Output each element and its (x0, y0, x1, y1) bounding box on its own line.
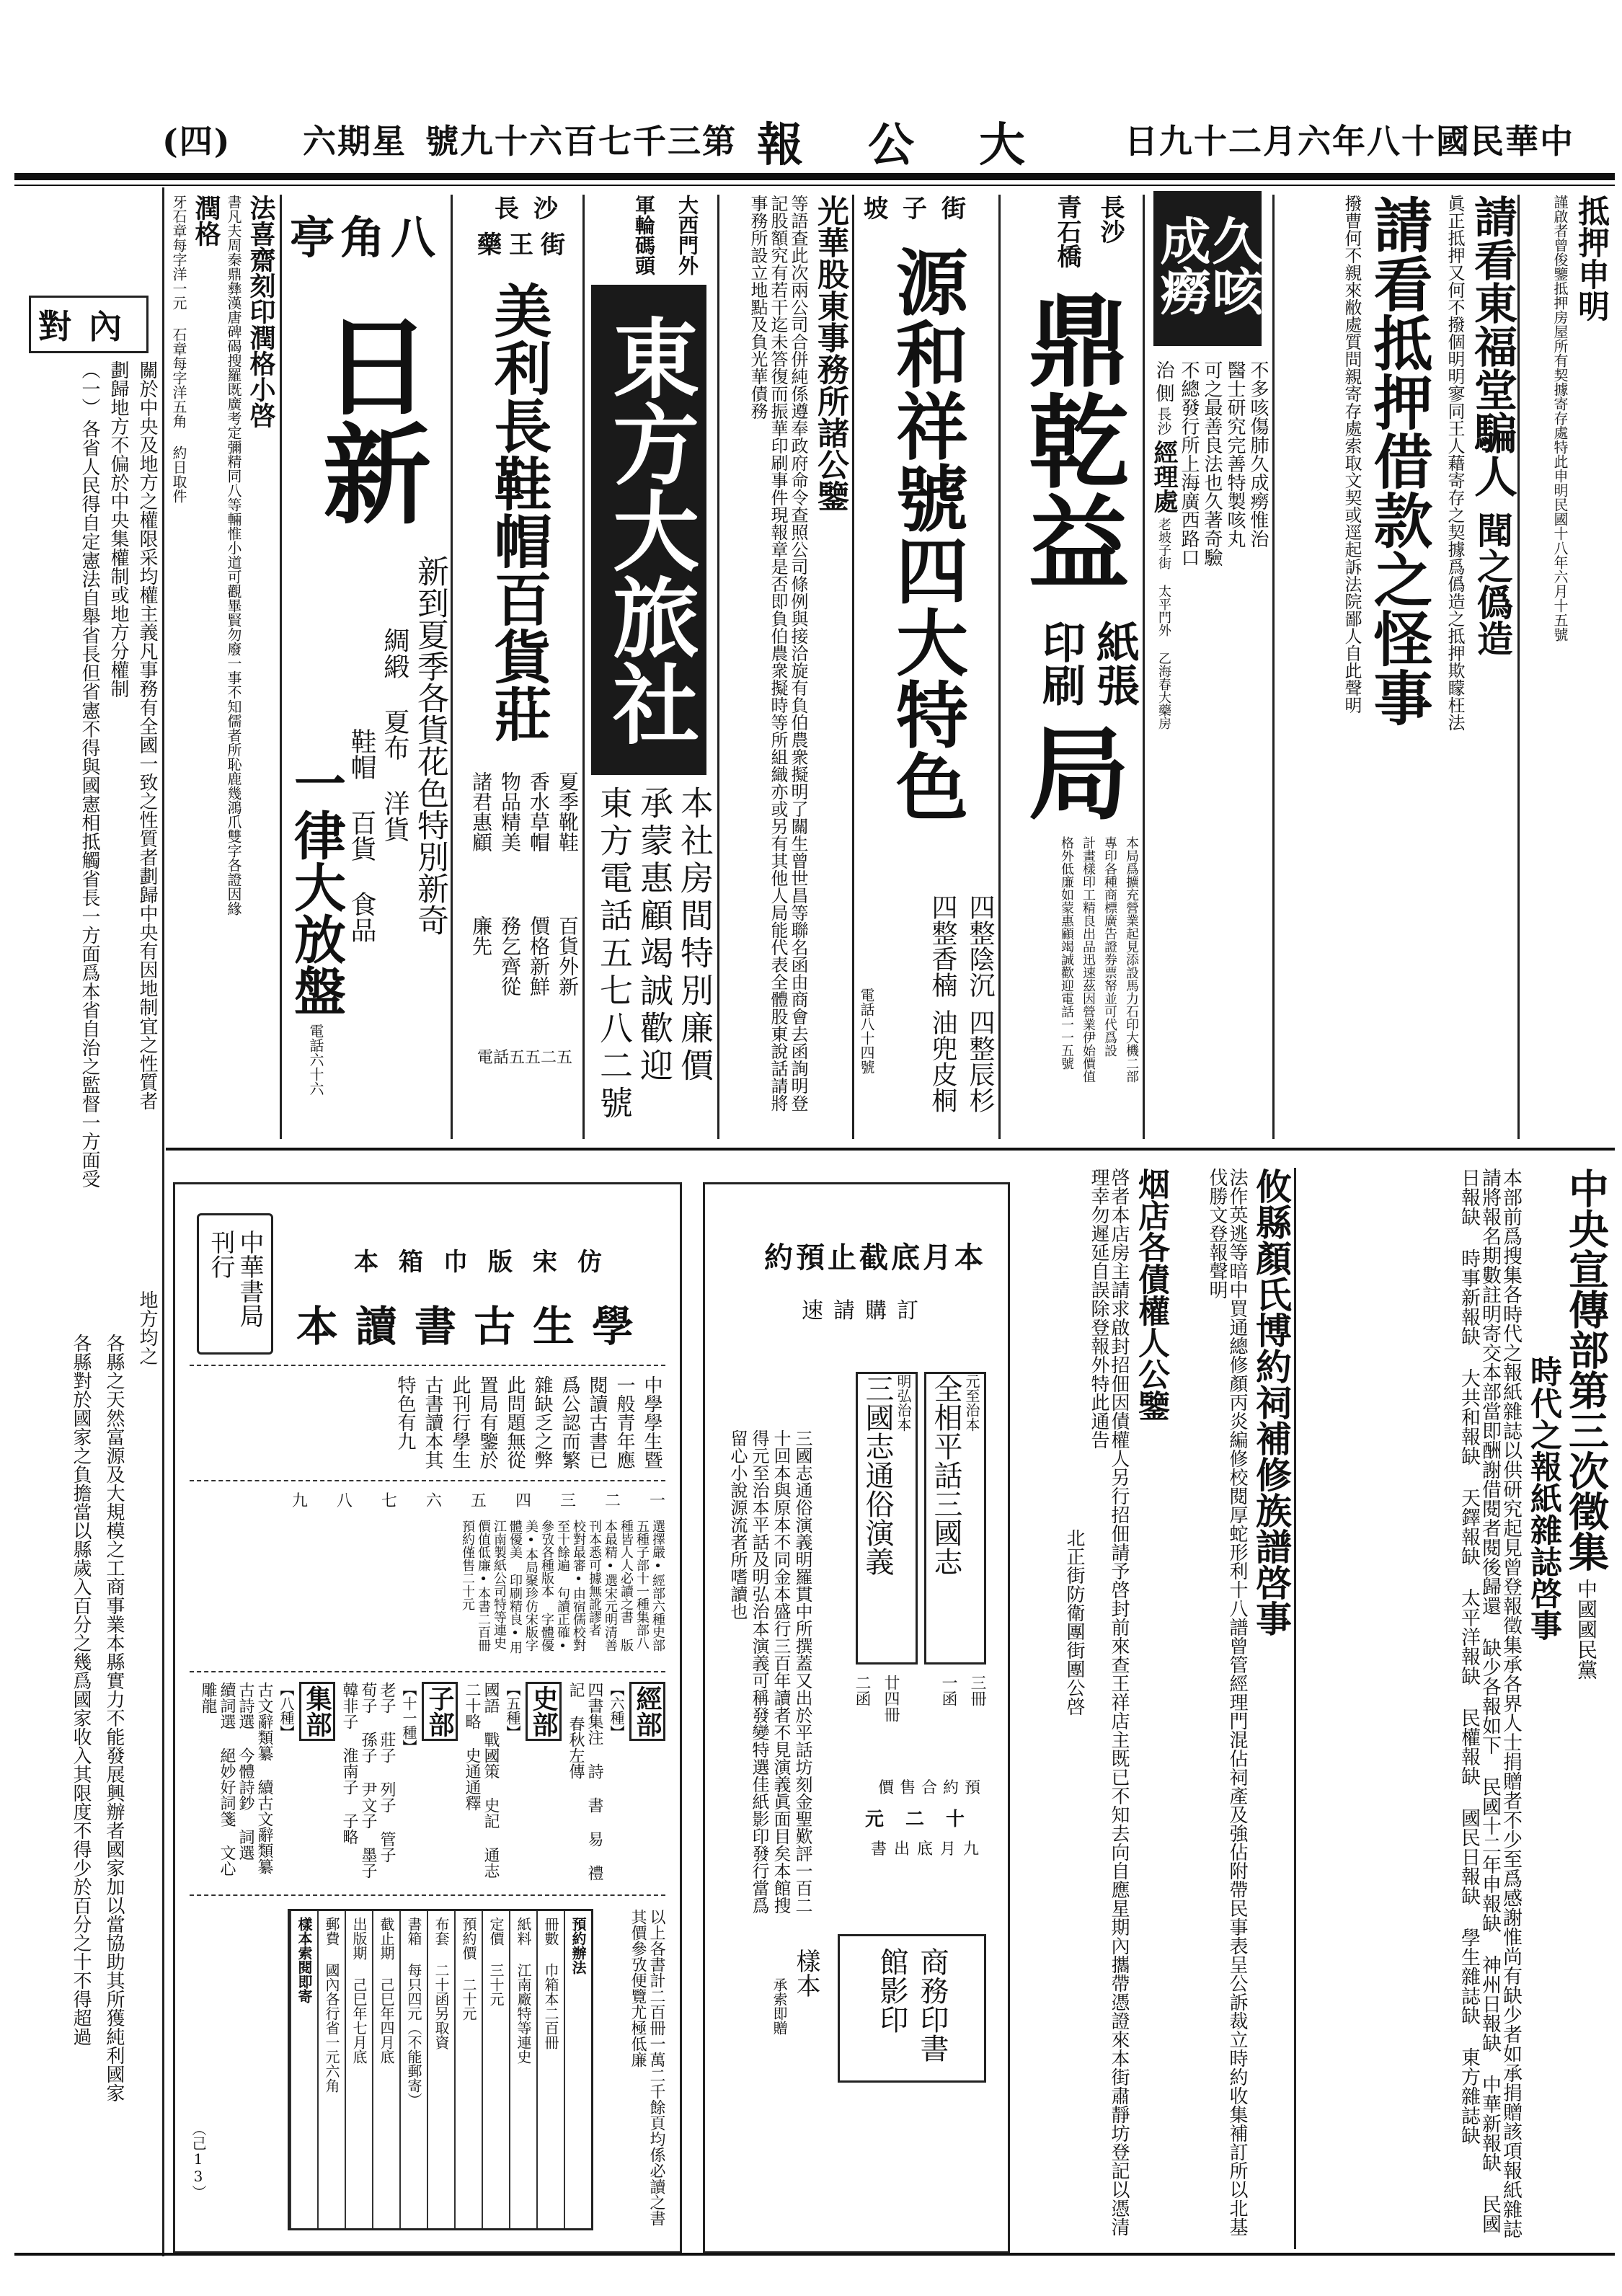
location: 坡子街 (864, 195, 980, 223)
table-key: 冊數 (542, 1917, 559, 1946)
volumes: 一函 (939, 1675, 957, 1706)
divider (1272, 195, 1275, 1139)
ad-title: 請看東福堂騙人 (1467, 195, 1517, 497)
location: 八角亭 (289, 211, 441, 264)
ad-tobacco-shop (1024, 1168, 1168, 2249)
table-value: 二十函另取資 (433, 1963, 450, 2049)
ad-line: 務乞齊從 (498, 916, 522, 996)
divider (582, 195, 585, 1139)
volumes: 廿四冊 (882, 1675, 900, 1722)
ad-guanghua (721, 195, 847, 1125)
divider (998, 195, 1001, 1139)
ad-subheadline: 訂購請速 (802, 1298, 929, 1324)
table-value: 巾箱本二百冊 (542, 1963, 559, 2049)
ad-dongfutang (1435, 195, 1515, 1132)
feature-number: 一 (649, 1492, 665, 1510)
header-rule (14, 173, 1615, 180)
ad-yan-clan (1171, 1168, 1293, 2249)
feature-number: 九 (291, 1492, 308, 1510)
ad-faxizhai (167, 195, 275, 1132)
section-name: 子部 (422, 1682, 458, 1741)
ad-title: 光華股東事務所諸公鑒 (812, 195, 848, 512)
item: 油兜皮桐 (928, 1009, 957, 1113)
ad-org: 中國國民黨 (1574, 1579, 1598, 1680)
table-value: 江南廠特等連史 (515, 1963, 532, 2064)
divider (451, 195, 453, 1139)
ad-title-2: 時代之報紙雜誌啓事 (1525, 1355, 1561, 1641)
price: 十二元 (864, 1809, 986, 1830)
margin-line: 各縣對於國家之負擔當以縣歲入百分之幾爲國家收入其限度不得少於百分之十不得超過 (70, 1334, 92, 2046)
sample-note: 承索即贈 (771, 1977, 788, 2035)
phone: 電話五五二五 (477, 1049, 572, 1067)
edition-title: 全相平話三國志 (929, 1374, 962, 1576)
margin-heading: 對內 (29, 296, 149, 353)
ad-title: 請看抵押借款之怪事 (1364, 195, 1433, 727)
divider (1143, 195, 1145, 1139)
section-name: 經部 (629, 1682, 665, 1741)
feature-number: 六 (425, 1492, 442, 1510)
ad-yuanhexiang (858, 195, 995, 1132)
ad-body: 書凡夫周秦鼎彝漢唐碑碣搜羅既廣考定彌精同八等輛惟小道可觀畢賢勿廢一事不知儒者所恥鹿幾鴻爪雙字各證因緣 (225, 195, 242, 916)
shop-name: 鼎乾益 (1011, 288, 1130, 591)
section-count: 【八種】 (278, 1682, 295, 1739)
ad-line: 承蒙惠顧竭誠歡迎 (635, 786, 674, 1086)
agent-name: 經理處 (1149, 440, 1178, 513)
ad-line: 計畫樣印工精良出品迅速茲因營業伊始價值 (1081, 836, 1096, 1083)
price-list: 牙石章每字洋一元 石章每字洋五角 約日取件 (170, 195, 187, 503)
dash-rule (190, 1894, 665, 1896)
goods: 鞋帽 百貨 食品 (347, 728, 376, 943)
edition-note: 明弘治本 (895, 1374, 912, 1432)
edition-title: 三國志通俗演義 (861, 1374, 894, 1576)
publisher: 中華書局刊行 (206, 1230, 264, 1328)
section-items: 古文辭類纂 續古文辭類纂 古詩選 今體詩鈔 詞選 續詞選 絕妙好詞箋 文心雕龍 (199, 1682, 273, 1876)
feature-number: 七 (381, 1492, 397, 1510)
ad-line: 價格新鮮 (527, 916, 551, 996)
ad-sanguo (703, 1182, 1010, 2253)
ad-cough (1146, 360, 1269, 1132)
shop-name: 美利長鞋帽百貨莊 (484, 281, 552, 743)
ad-propaganda-dept (1298, 1168, 1608, 2249)
table-key: 出版期 (350, 1917, 368, 1960)
shop-sub: 印刷 (1035, 620, 1086, 706)
ad-line: 治 (1153, 360, 1174, 379)
feature-number: 四 (515, 1492, 531, 1510)
edition-box (924, 1372, 986, 1665)
newspaper-title: 大公報 (757, 118, 1090, 172)
ad-title: 抵押申明 (1572, 195, 1609, 322)
table-key: 預約價 (460, 1917, 477, 1960)
ad-line: 專印各種商標廣告證券票帑並可代爲設 (1102, 836, 1117, 1057)
dash-rule (190, 1671, 665, 1672)
bottom-rule (14, 2253, 1615, 2256)
ad-dongfang-hotel (588, 195, 714, 1132)
divider (162, 187, 164, 2256)
ad-line: 本局爲擴充營業起見添設馬力石印大機二部 (1124, 836, 1139, 1083)
shop-name: 源和祥號四大特色 (884, 245, 969, 822)
publisher-box (197, 1213, 273, 1355)
divider (852, 195, 854, 1139)
ad-body: 三國志通俗演義明羅貫中所撰蓋又出於平話坊刻金聖歎評一百二十回本與原本不同金本盛行三百年讀者不見演義眞面目矣本館搜得元至治本平話及明弘治本演義可稱發變特選佳紙影印發行當爲留心小說源流者所嗜讀也 (727, 1430, 812, 1914)
header-rule-thin (14, 185, 1615, 186)
feature-number: 八 (336, 1492, 353, 1510)
phone: 電話六十六 (307, 1024, 324, 1096)
section-items: 國語 戰國策 史記 通志二十略 史通通釋 (463, 1682, 500, 1879)
table-value: 己巳年七月底 (350, 1977, 368, 2064)
ad-line: 不多咳傷肺久成癆惟治 (1247, 360, 1269, 548)
section-name: 史部 (526, 1682, 562, 1741)
ad-line: 格外低廉如蒙惠顧竭誠歡迎電話一一五號 (1059, 836, 1074, 1070)
feature-number: 二 (604, 1492, 621, 1510)
ad-headline: 本月底截止預約 (764, 1241, 986, 1275)
feature-list: 選擇嚴•經部六種史部五種子部十一種集部八種皆人人必讀之書 版本最精•選宋元明清善刊本悉可據無訛謬者 校對最審•由宿儒校對至十餘遍 句讀正確•參攷各種版本 字體優美•本局聚珍仿宋版字體優美 印刷精良•用江南製紙公司特等連史 價值低廉•本書二百冊預約僅售二十元 (460, 1520, 665, 1654)
ad-body: 等語查此次兩公司合併純係遵奉政府命令查照公司條例與接洽旋有負伯農衆擬明了關生曾世昌等聯名函由商會去函詢明登記股額究有若干迄未答復而振華印刷事件現報章是否即負伯農衆擬時等所組織亦或另有其他人局能代表全體股東說話請將事務所設立地點及負光華債務 (748, 195, 808, 1112)
table-title: 預約辦法 (564, 1911, 591, 2228)
ad-body: 啓者本店房主請求啟封招佃因債權人另行招佃請予啓封前來查王祥店主既已不知去向自應星期內攜帶憑證來本街肅靜坊登記以憑清理幸勿遲延自誤除登報外特此通告 (1088, 1168, 1130, 2236)
table-value: 二十元 (460, 1977, 477, 2021)
ad-subtitle: 仿宋版巾箱本 (354, 1248, 622, 1277)
weekday: 星期六 (303, 122, 407, 161)
ad-line: 廉先 (469, 916, 493, 956)
hotel-name-panel (591, 285, 706, 775)
margin-number: （一） (79, 360, 100, 417)
item: 四整辰杉 (965, 1009, 995, 1113)
ad-dingqianyi (1002, 195, 1139, 1132)
shop-sub: 紙張 (1089, 620, 1140, 706)
ad-line: 諸君惠顧 (469, 771, 493, 852)
ad-line: 可之最善良法也久著奇驗 (1201, 360, 1223, 567)
table-key: 書箱 (405, 1917, 422, 1946)
agent-label: 側 (1153, 384, 1174, 402)
table-value: 三十元 (487, 1963, 505, 2006)
ad-body: 法作英逃等暗中買通總修顏丙炎編修校閱厚蛇形利十八譜曾管經理門混佔祠產及強佔附帶民事表呈公訴裁立時約收集補訂所以北基伐勝文登報聲明 (1206, 1168, 1248, 2236)
margin-line: 關於中央及地方之權限采均權主義凡事務有全國一致之性質者劃歸中央有因地制宜之性質者 (136, 360, 158, 1110)
section-items: 老子 莊子 列子 管子 荀子 孫子 尹文子 墨子 韓非子 淮南子 子略 (340, 1682, 396, 1879)
ad-meilichang (456, 195, 580, 1132)
page-number: (四) (162, 122, 231, 161)
ad-body: 本部前爲搜集各時代之報紙雜誌以供研究起見曾登報徵集承各界人士捐贈者不少至爲感謝惟尚有缺少者如承捐贈該項報紙雜誌請將報名期數註明寄交本部當即酬謝借閱者閱後歸還 缺少各報如下 民國十二年申報缺 神州日報缺 中華新報缺 民國日報缺 時事新報缺 大共和報缺 天鐸報缺 太平洋報缺 民權報缺 國民日報缺 學生雜誌缺 東方雜誌缺 (1458, 1168, 1522, 2238)
city: 長沙 (495, 195, 572, 223)
edition-box (856, 1372, 918, 1665)
table-key: 布套 (433, 1917, 450, 1946)
margin-line: 各省人民得自定憲法自舉省長但省憲不得與國憲相抵觸省長一方面爲本省自治之監督一方面受 (79, 420, 100, 1188)
date-line: 中華民國十八年六月二十九日 (1125, 122, 1574, 161)
ad-title: 法喜齋刻印潤格小啓 (246, 195, 276, 428)
headline: 新到夏季各貨花色特別新奇 (412, 555, 448, 936)
ad-title: 烟店各債權人公鑒 (1133, 1168, 1169, 1422)
table-key: 郵費 (323, 1917, 340, 1946)
badge-text: 久咳成癆 (1152, 214, 1264, 316)
ad-title: 學生古書讀本 (296, 1302, 651, 1351)
ad-line: 百貨外新 (556, 916, 580, 996)
section-items: 四書集注 詩 書 易 禮記 春秋左傳 (567, 1682, 603, 1881)
ad-subtitle: 聞之僞造 (1471, 512, 1514, 656)
price-title: 潤格 (191, 195, 221, 247)
section-rule (166, 1148, 1615, 1151)
margin-bottom-group (14, 1290, 159, 2242)
divider (280, 195, 282, 1139)
ad-rixin (285, 195, 447, 1132)
feature-number: 三 (559, 1492, 576, 1510)
divider (1294, 1168, 1296, 2249)
ad-mortgage-notice (1521, 195, 1608, 1132)
ad-line: 物品精美 (498, 771, 522, 852)
ad-line: 夏季靴鞋 (556, 771, 580, 852)
goods: 綢緞 夏布 洋貨 (380, 627, 409, 842)
table-key: 紙料 (515, 1917, 532, 1946)
shop-name: 日新 (304, 310, 431, 526)
price-table (288, 1909, 593, 2230)
location: 軍輪碼頭 (632, 195, 656, 275)
phone: 電話八十四號 (858, 988, 875, 1074)
ad-body: 謹啟者曾俊鑒抵押房屋所有契據寄存處特此申明民國十八年六月十五號 (1551, 195, 1569, 642)
section-name: 集部 (299, 1682, 335, 1741)
section-count: 【十一種】 (400, 1682, 417, 1754)
ad-line: 東方電話五七八二號 (595, 786, 634, 1123)
publisher-stamp (838, 1934, 986, 2083)
margin-line: 劃歸地方不偏於中央集權制或地方分權制 (107, 360, 129, 698)
ad-title: 中央宣傳部第三次徵集 (1562, 1168, 1610, 1572)
ad-line: 醫士研究完善特製咳丸 (1224, 360, 1246, 548)
table-value: 每只四元（不能郵寄） (405, 1963, 422, 2107)
section-count: 【五種】 (504, 1682, 521, 1739)
hotel-name: 東方大旅社 (598, 314, 700, 746)
item: 四整香楠 (928, 894, 957, 998)
sample-label: 樣本 (792, 1949, 820, 1998)
divider (1517, 195, 1520, 1139)
table-key: 截止期 (378, 1917, 395, 1960)
edition-note: 元至治本 (963, 1374, 980, 1432)
dash-rule (190, 1365, 665, 1366)
ad-title: 攸縣顏氏博約祠補修族譜啓事 (1250, 1168, 1293, 1636)
ad-body: 撥曹何不親來敝處質問親寄存處索取文契或逕起訴法院鄙人自此聲明 (1342, 195, 1362, 714)
volumes: 三冊 (968, 1675, 986, 1706)
margin-top-group (14, 360, 159, 1262)
volumes: 二函 (853, 1675, 871, 1706)
ad-student-classics (173, 1182, 682, 2253)
shop-suffix: 局 (1011, 721, 1130, 822)
sale-banner: 一律大放盤 (285, 757, 347, 1016)
ad-cough-badge (1153, 191, 1262, 346)
price-label: 預約合售價 (877, 1779, 986, 1797)
agent-address: 老坡子街 太平門外 乙海春大藥房 (1156, 518, 1171, 730)
item: 四整陰沉 (965, 894, 995, 998)
table-value: 己巳年四月底 (378, 1977, 395, 2064)
divider (717, 195, 719, 1139)
ad-code: （己13） (190, 2122, 207, 2199)
agent-city: 長沙 (1155, 407, 1172, 435)
pub-date: 九月底出書 (870, 1840, 986, 1858)
location: 青石橋 (1052, 195, 1081, 268)
table-value: 國內各行省一元六角 (323, 1963, 340, 2093)
margin-line: 地方均之 (136, 1290, 158, 1365)
ad-line: 不總發行所上海廣西路口 (1178, 360, 1200, 567)
ad-signature: 北正街防衛團街團公啓 (1063, 1528, 1085, 1716)
feature-number: 五 (470, 1492, 487, 1510)
ad-line: 本社房間特別廉價 (675, 786, 714, 1086)
location-top: 長沙 (1096, 195, 1125, 244)
dash-rule (190, 1480, 665, 1481)
ad-intro: 中學學生暨一般青年應閱讀古書已爲公認而繁雜缺乏之弊此問題無從置局有鑒於此刊行學生古書讀本其特色有九 (394, 1375, 662, 1469)
street: 藥王街 (477, 231, 572, 260)
location: 大西門外 (675, 195, 699, 275)
ad-body: 眞正抵押又何不撥個明明寥同王人藉寄存之契據爲僞造之抵押欺矇枉法 (1445, 195, 1465, 731)
section-count: 【六種】 (608, 1682, 625, 1739)
table-footer: 樣本索閱即寄 (290, 1911, 317, 2228)
ad-line: 香水草帽 (527, 771, 551, 852)
summary: 以上各書計二百冊一萬二千餘頁均係必讀之書其價參攷便覽尤極低廉 (629, 1909, 665, 2226)
issue-number: 第三千七百六十九號 (425, 122, 737, 161)
publisher: 商務印書館影印 (875, 1947, 949, 2062)
margin-line: 各縣之天然富源及大規模之工商事業本縣實力不能發展興辦者國家加以當協助其所獲純利國家 (103, 1334, 125, 2102)
table-key: 定價 (487, 1917, 505, 1946)
ad-mortgage-loan (1276, 195, 1431, 1132)
